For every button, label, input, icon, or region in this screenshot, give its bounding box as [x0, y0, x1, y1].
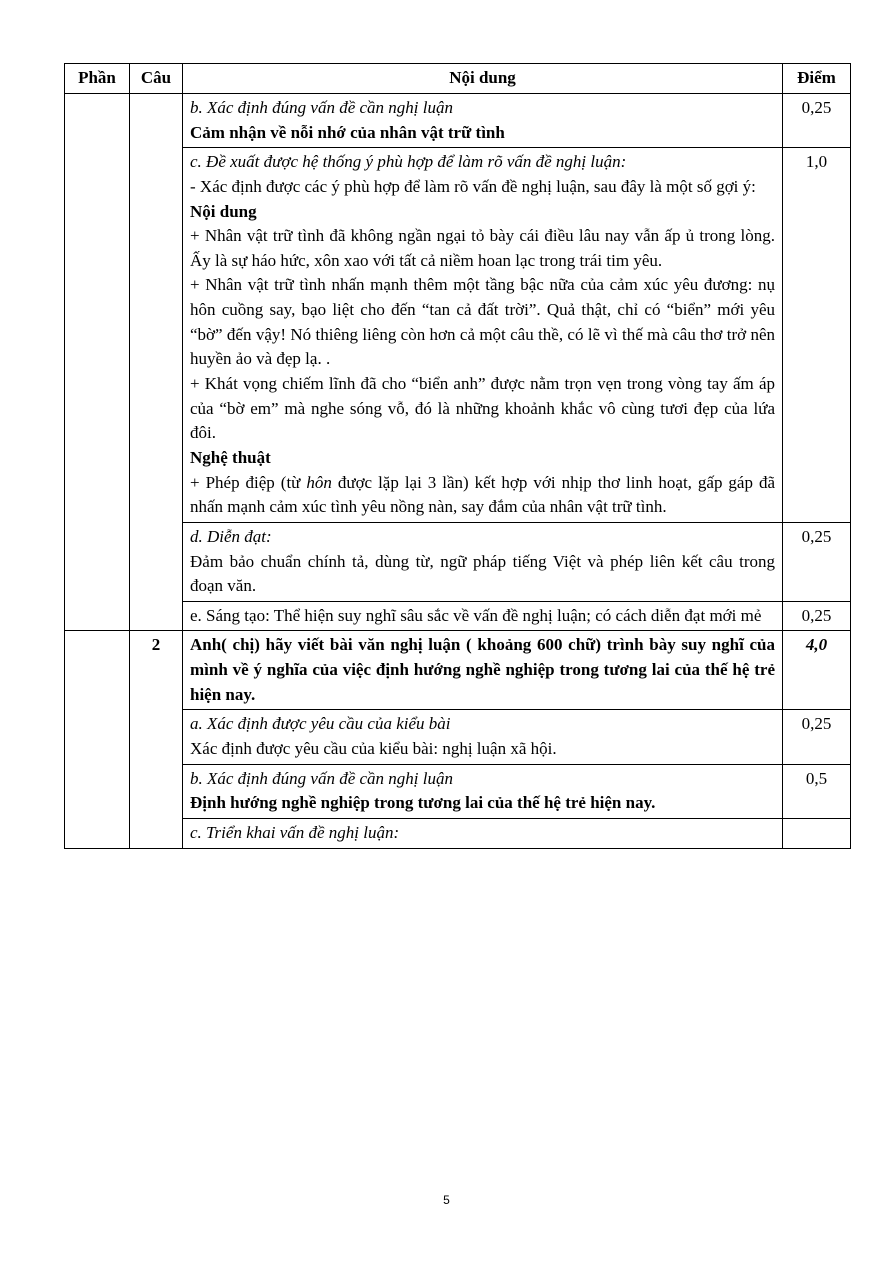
content-cell: [183, 818, 783, 848]
table-row: [65, 94, 851, 148]
text-line: - Xác định được các ý phù hợp để làm rõ vấn đề nghị luận, sau đây là một số gợi ý:: [190, 176, 756, 196]
score-cell: 4,0: [783, 631, 851, 710]
question-prompt: Anh( chị) hãy viết bài văn nghị luận ( khoảng 600 chữ) trình bày suy nghĩ của mình về ý nghĩa của việc định hướng nghề nghiệp trong tương lai của thế hệ trẻ hiện nay.: [183, 631, 783, 710]
question-number: 2: [130, 631, 183, 848]
table-row: [65, 818, 851, 848]
header-content: Nội dung: [183, 64, 783, 94]
content-cell: [183, 94, 783, 148]
criterion-detail: Cảm nhận về nỗi nhớ của nhân vật trữ tình: [190, 122, 505, 142]
score-cell: 0,5: [783, 764, 851, 818]
criterion-title: d. Diễn đạt:: [190, 526, 272, 546]
table-row: [65, 148, 851, 523]
score-cell: 0,25: [783, 710, 851, 764]
text-line: Đảm bảo chuẩn chính tả, dùng từ, ngữ pháp tiếng Việt và phép liên kết câu trong đoạn văn.: [190, 551, 775, 596]
content-cell: [183, 522, 783, 601]
criterion-detail: Định hướng nghề nghiệp trong tương lai của thế hệ trẻ hiện nay.: [190, 793, 656, 813]
score-cell: 0,25: [783, 601, 851, 631]
text-line: [190, 471, 775, 520]
table-row: [65, 601, 851, 631]
header-part: Phần: [65, 64, 130, 94]
criterion-title: c. Triển khai vấn đề nghị luận:: [190, 822, 400, 842]
text-line: Xác định được yêu cầu của kiểu bài: nghị luận xã hội.: [190, 739, 557, 759]
content-cell: [183, 710, 783, 764]
text-line: + Nhân vật trữ tình nhấn mạnh thêm một tầng bậc nữa của cảm xúc yêu đương: nụ hôn cuồng say, bạo liệt cho đến “tan cả đất trời”. Quả thật, chỉ có “biển” mới yêu “bờ” đến vậy! Nó thiêng liêng còn hơn cả một câu thề, có lẽ vì thế mà câu thơ trở nên huyền ảo và đẹp lạ. .: [190, 275, 775, 369]
text-fragment: + Phép điệp (từ: [190, 472, 307, 492]
page-number: 5: [443, 1193, 450, 1207]
subheading: Nội dung: [190, 201, 257, 221]
criterion-title: a. Xác định được yêu cầu của kiểu bài: [190, 714, 451, 734]
text-line: + Nhân vật trữ tình đã không ngần ngại tỏ bày cái điều lâu nay vẫn ấp ủ trong lòng. Ấy là sự háo hức, xôn xao với tất cả niềm hoan lạc trong trái tim yêu.: [190, 226, 775, 270]
header-row: [65, 64, 851, 94]
header-score: Điểm: [783, 64, 851, 94]
question-cell: [130, 94, 183, 631]
grading-table: [64, 63, 851, 849]
table-row: [65, 522, 851, 601]
content-cell: [183, 601, 783, 631]
part-cell: [65, 631, 130, 848]
criterion-title: c. Đề xuất được hệ thống ý phù hợp để làm rõ vấn đề nghị luận:: [190, 152, 627, 172]
score-cell: 0,25: [783, 522, 851, 601]
score-cell: 0,25: [783, 94, 851, 148]
table-row: [65, 710, 851, 764]
table-row: [65, 764, 851, 818]
criterion-title: b. Xác định đúng vấn đề cần nghị luận: [190, 768, 453, 788]
header-question: Câu: [130, 64, 183, 94]
criterion-title: b. Xác định đúng vấn đề cần nghị luận: [190, 98, 453, 117]
score-cell: 1,0: [783, 148, 851, 523]
part-cell: [65, 94, 130, 631]
content-cell: [183, 764, 783, 818]
text-line: e. Sáng tạo: Thể hiện suy nghĩ sâu sắc về vấn đề nghị luận; có cách diễn đạt mới mẻ: [190, 605, 762, 625]
emphasized-word: hôn: [306, 472, 332, 492]
subheading: Nghệ thuật: [190, 447, 271, 467]
text-fragment: được lặp lại 3 lần) kết hợp với nhịp thơ linh hoạt, gấp gáp đã nhấn mạnh cảm xúc tình yêu nồng nàn, say đắm của nhân vật trữ tình.: [190, 472, 775, 517]
content-cell: [183, 148, 783, 523]
table-row: [65, 631, 851, 710]
text-line: + Khát vọng chiếm lĩnh đã cho “biển anh” được nằm trọn vẹn trong vòng tay ấm áp của “bờ em” mà nghe sóng vỗ, đó là những khoảnh khắc vô cùng tươi đẹp của lứa đôi.: [190, 374, 775, 443]
score-cell: [783, 818, 851, 848]
